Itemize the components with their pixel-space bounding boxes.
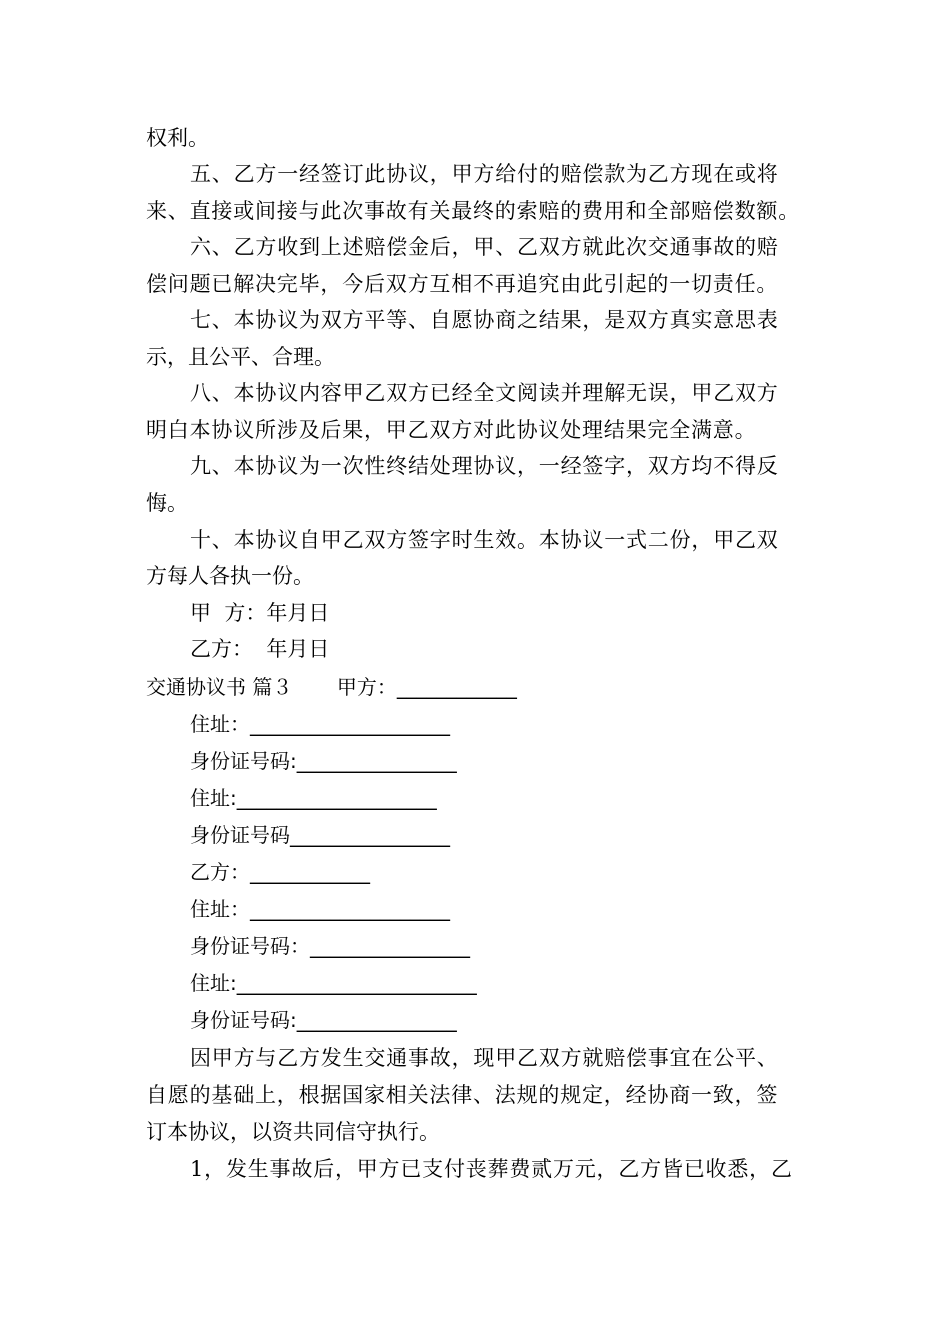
form-field-line: 乙方：____________ (190, 860, 370, 884)
text-line: 权利。 (146, 126, 209, 150)
text-line: 悔。 (146, 491, 188, 515)
form-field-line: 身份证号码:________________ (190, 749, 457, 773)
text-line: 八、本协议内容甲乙双方已经全文阅读并理解无误，甲乙双方 (190, 381, 779, 405)
signature-line-party-b: 乙方： 年月日 (190, 637, 330, 661)
signature-line-party-a: 甲 方：年月日 (190, 601, 330, 625)
form-field-line: 住址:____________________ (190, 786, 437, 810)
text-line: 九、本协议为一次性终结处理协议，一经签字，双方均不得反 (190, 454, 779, 478)
form-field-line: 身份证号码：________________ (190, 934, 470, 958)
form-field-line: 住址:________________________ (190, 971, 477, 995)
form-field-line: 住址：____________________ (190, 712, 450, 736)
text-line: 因甲方与乙方发生交通事故，现甲乙双方就赔偿事宜在公平、 (190, 1046, 779, 1070)
section-heading: 交通协议书 篇３ 甲方：____________ (146, 675, 517, 699)
text-line: 示，且公平、合理。 (146, 345, 335, 369)
text-line: 1，发生事故后，甲方已支付丧葬费贰万元，乙方皆已收悉，乙 (190, 1157, 793, 1181)
text-line: 来、直接或间接与此次事故有关最终的索赔的费用和全部赔偿数额。 (146, 199, 800, 223)
text-line: 自愿的基础上，根据国家相关法律、法规的规定，经协商一致，签 (146, 1083, 779, 1107)
form-field-line: 身份证号码:________________ (190, 1008, 457, 1032)
form-field-line: 住址：____________________ (190, 897, 450, 921)
text-line: 偿问题已解决完毕，今后双方互相不再追究由此引起的一切责任。 (146, 272, 779, 296)
text-line: 五、乙方一经签订此协议，甲方给付的赔偿款为乙方现在或将 (190, 162, 779, 186)
text-line: 明白本协议所涉及后果，甲乙双方对此协议处理结果完全满意。 (146, 418, 757, 442)
text-line: 七、本协议为双方平等、自愿协商之结果，是双方真实意思表 (190, 308, 779, 332)
text-line: 六、乙方收到上述赔偿金后，甲、乙双方就此次交通事故的赔 (190, 235, 779, 259)
text-line: 订本协议，以资共同信守执行。 (146, 1120, 440, 1144)
text-line: 十、本协议自甲乙双方签字时生效。本协议一式二份，甲乙双 (190, 528, 779, 552)
form-field-line: 身份证号码________________ (190, 823, 450, 847)
text-line: 方每人各执一份。 (146, 564, 314, 588)
